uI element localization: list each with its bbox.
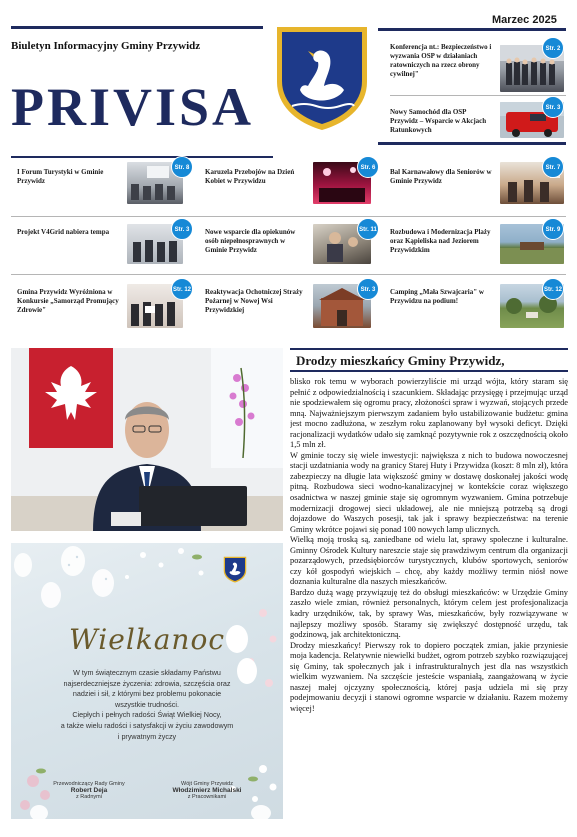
news-item-camping[interactable]: [390, 288, 566, 332]
news-title: Projekt V4Grid nabiera tempa: [17, 228, 110, 236]
header-rule-top-right: [378, 28, 566, 31]
letter-heading-bar: [290, 348, 568, 372]
wish-line: nadziei i sił, z którymi bez problemu pokonacie: [72, 689, 222, 699]
mayor-letter: [290, 377, 568, 827]
header-rule-bottom-right: [378, 142, 566, 145]
wish-line: najserdeczniejsze życzenia: zdrowia, szczęścia oraz: [63, 678, 231, 688]
news-item-v4grid[interactable]: [17, 228, 189, 270]
news-item-caregivers[interactable]: [205, 228, 375, 270]
mayor-photo: [11, 348, 283, 531]
masthead-title: PRIVISA: [11, 77, 255, 137]
letter-paragraph: Wielką moją troską są, zaniedbane od wielu lat, sprawy społeczne i kulturalne. Gminny Ośrodek Kultury nareszcie staje się prawdziwym centrum dla organizacji pozarządowych, przedsiębiorców turystycznych, klubów sportowych, seniorów czy kół gospodyń wiejskich – chcę, aby każdy możliwy termin niósł nowe doznania kulturalne dla naszych mieszkańców.: [290, 535, 568, 587]
news-title: Rozbudowa i Modernizacja Plaży oraz Kąpieliska nad Jeziorem Przywidzkim: [390, 228, 491, 254]
gmina-crest-small: [223, 556, 247, 583]
easter-title: Wielkanoc: [69, 623, 225, 656]
divider: [11, 274, 566, 275]
page-badge: Str. 3: [171, 218, 193, 240]
news-title: Bal Karnawałowy dla Seniorów w Gminie Przywidz: [390, 168, 492, 185]
page-badge: Str. 12: [171, 278, 193, 300]
bulletin-subtitle: Biuletyn Informacyjny Gminy Przywidz: [11, 40, 201, 52]
news-title: Karuzela Przebojów na Dzień Kobiet w Przywidzu: [205, 168, 295, 185]
news-title: Nowe wsparcie dla opiekunów osób niepełnosprawnych w Gminie Przywidz: [205, 228, 296, 254]
header-rule-masthead: [11, 156, 273, 158]
wish-line: i prywatnym życzy: [117, 731, 177, 741]
divider: [11, 216, 566, 217]
letter-paragraph: Bardzo dużą wagę przywiązuję też do obsługi mieszkańców: w Urzędzie Gminy zaszło wiele zmian, również personalnych, którym celem jest profesjonalizacja kadry urzędników, tak, by sprawy Was, mieszkańców, były rozwiązywane w najlepszy możliwy sposób. Staramy się zwiększyć dostępność urzędu, tak godzinową, jak architektoniczną.: [290, 587, 568, 640]
page-badge: Str. 3: [357, 278, 379, 300]
page-badge: Str. 6: [357, 156, 379, 178]
signature-role: Wójt Gminy Przywidz: [181, 781, 233, 787]
page-badge: Str. 3: [542, 96, 564, 118]
easter-wishes: [31, 668, 263, 742]
letter-paragraph: Drodzy mieszkańcy! Pierwszy rok to dopiero początek zmian, jakie przyniesie moja kadencja. Relatywnie niewielki budżet, ogrom potrzeb szybko rozwiązującej się Gminy, tak społecznych jak i infrastrukturalnych jest dla nas wszystkich wielkim wyzwaniem. Na szczęście jesteście wspaniałą, zaangażowaną w życie naszej małej ojczyzny społecznością, której pasja udziela mi się przy podejmowaniu decyzji i stanowi ogromne wsparcie w działaniu. Razem możemy więcej!: [290, 640, 568, 713]
signature-name: Włodzimierz Michalski: [172, 787, 242, 794]
news-item-fire-truck[interactable]: [390, 105, 566, 142]
page-badge: Str. 12: [542, 278, 564, 300]
news-item-tourism-forum[interactable]: [17, 165, 190, 210]
wish-line: Ciepłych i pełnych radości Świąt Wielkiej Nocy,: [72, 710, 222, 720]
wish-line: W tym świątecznym czasie składamy Państwu: [73, 668, 221, 677]
letter-paragraph: blisko rok temu w wyborach powierzyliście mi urząd wójta, który staram się pełnić z odpowiedzialnością i szacunkiem. Składając przysięgę i przejmując urząd nie spodziewałem się ogromu pracy, złożoności spraw i wyzwań, stojących przede mną. Najważniejszym pierwszym zadaniem było ustabilizowanie budżetu: gmina jest mocno zadłużona, w zeszłym roku zaplanowany był wysoki deficyt. Dzięki racjonalizacji wydatków udało się zamknąć pozytywnie rok z oszczędnością około 1,5 mln zł.: [290, 377, 568, 450]
news-title: I Forum Turystyki w Gminie Przywidz: [17, 168, 104, 185]
signature-group: z Radnymi: [76, 794, 102, 800]
divider: [390, 95, 566, 96]
page-badge: Str. 7: [542, 156, 564, 178]
page-badge: Str. 9: [542, 218, 564, 240]
gmina-crest-logo: [274, 24, 370, 132]
wish-line: wszystkie trudności.: [115, 699, 179, 709]
news-item-conference[interactable]: [390, 43, 566, 93]
header-rule-top-left: [11, 26, 263, 29]
news-item-womens-day[interactable]: [205, 165, 376, 210]
signature-group: z Pracownikami: [187, 794, 227, 800]
news-item-osp-reactivation[interactable]: [205, 288, 375, 332]
letter-heading: Drodzy mieszkańcy Gminy Przywidz,: [296, 353, 505, 368]
news-title: Konferencja nt.: Bezpieczeństwo i wyzwania OSP w działaniach ratowniczych na rzecz obrony cywilnej": [390, 43, 492, 78]
issue-date: Marzec 2025: [492, 14, 557, 26]
page-badge: Str. 11: [357, 218, 379, 240]
page-badge: Str. 8: [171, 156, 193, 178]
news-title: Reaktywacja Ochotniczej Straży Pożarnej w Nowej Wsi Przywidzkiej: [205, 288, 303, 314]
news-item-beach[interactable]: [390, 228, 566, 270]
easter-greeting-card: [11, 543, 283, 819]
news-title: Nowy Samochód dla OSP Przywidz – Wsparcie w Akcjach Ratunkowych: [390, 108, 487, 134]
news-item-health-award[interactable]: [17, 288, 189, 332]
signature-mayor: [147, 781, 267, 800]
letter-paragraph: W gminie toczy się wiele inwestycji: największa z nich to budowa nowoczesnej stacji uzdatniania wody na granicy Starej Huty i Przywidza (koszt: 8 mln zł), która zabezpieczy na długie lata większość gminy w dostawę doskonałej jakości wodę pitną. Rozbudowa sieci wodno-kanalizacyjnej w kontekście coraz większego osadnictwa w naszej gminie staje się ogromnym wyzwaniem. Gmina potrzebuje modernizacji drogowej sieci układowej, ale nie mniejszą potrzebą są drogi dojazdowe do Waszych posesji, tak jak i sprawy bezpieczeństwa: na terenie Gminy wkrótce pojawi się ponad 100 nowych lamp ulicznych.: [290, 450, 568, 534]
signature-role: Przewodniczący Rady Gminy: [53, 781, 125, 787]
news-item-carnival-ball[interactable]: [390, 165, 566, 210]
signature-council-chair: [29, 781, 149, 800]
signature-name: Robert Deja: [70, 787, 108, 794]
news-title: Gmina Przywidz Wyróżniona w Konkursie „Samorząd Promujący Zdrowie": [17, 288, 119, 314]
page-badge: Str. 2: [542, 37, 564, 59]
news-title: Camping „Mała Szwajcaria" w Przywidzu na podium!: [390, 288, 484, 305]
wish-line: a także wielu radości i satysfakcji w życiu zawodowym: [60, 720, 234, 730]
